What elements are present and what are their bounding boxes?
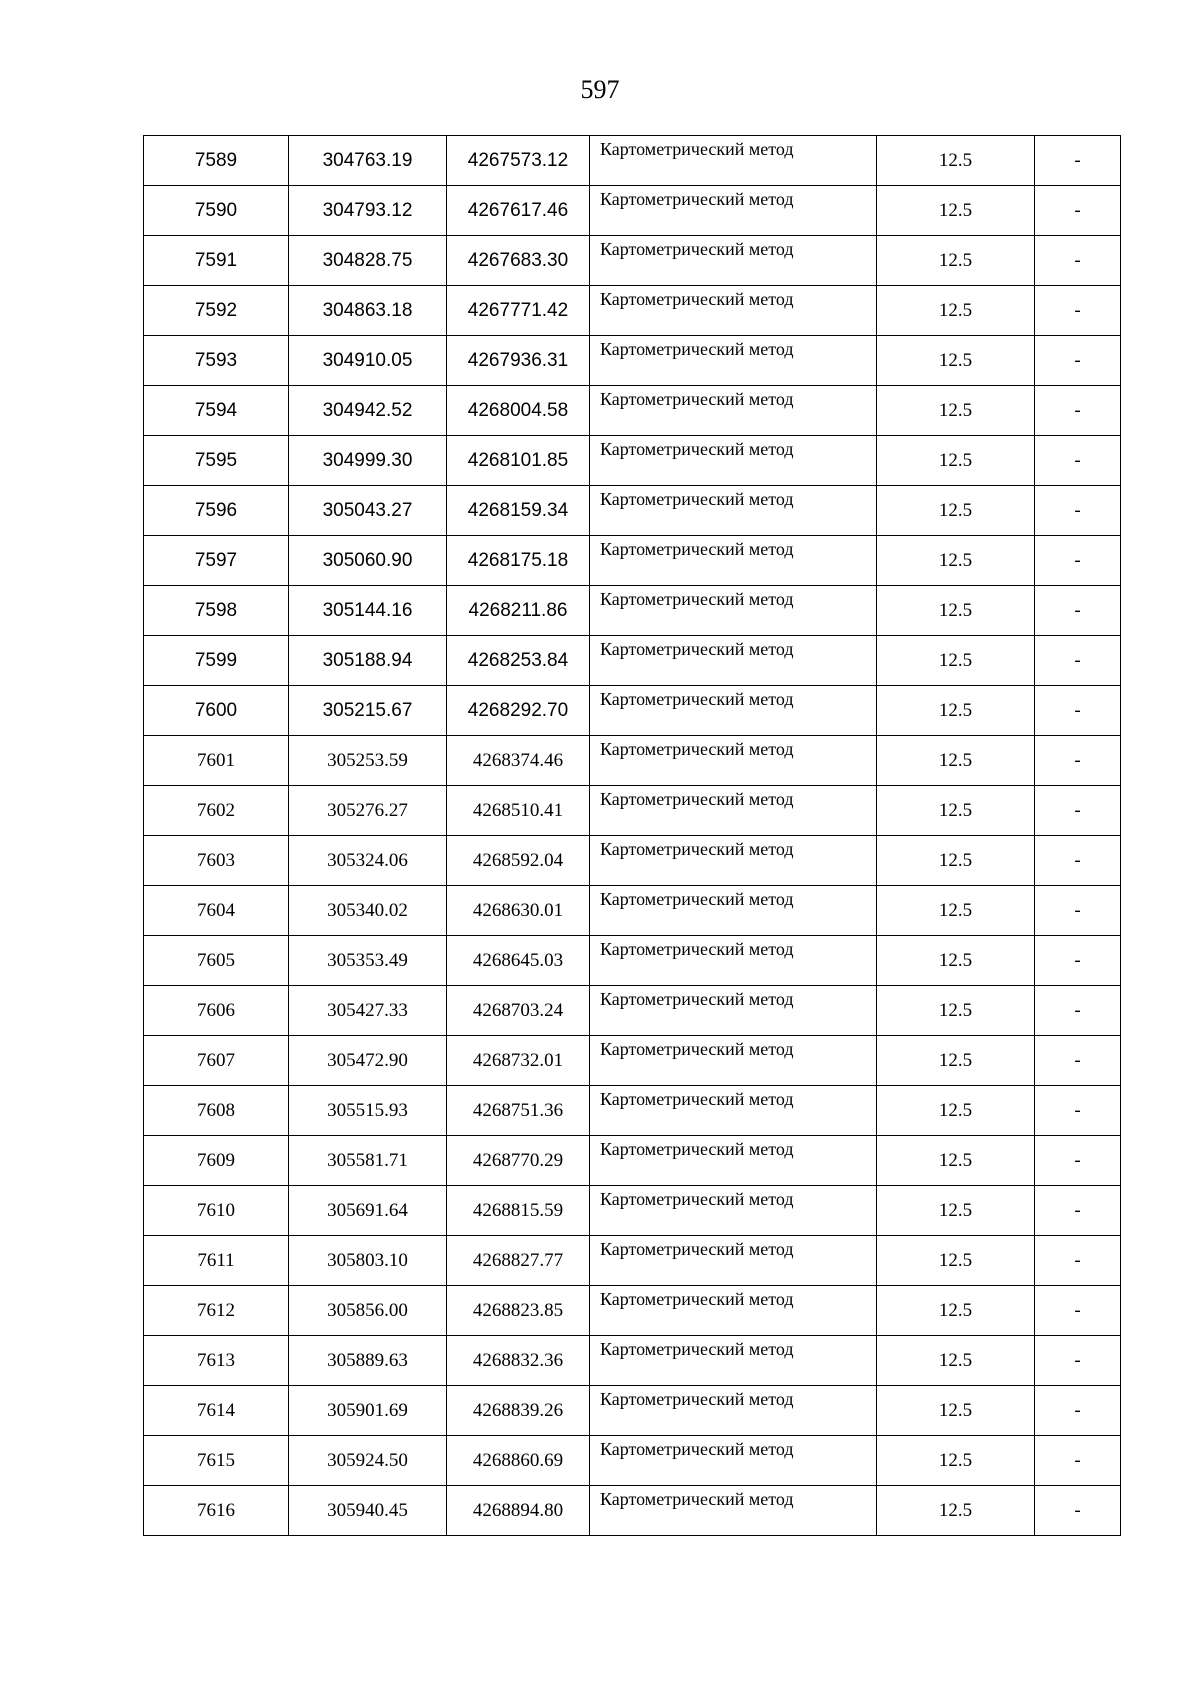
table-row bbox=[144, 1286, 1121, 1336]
accuracy-cell: 12.5 bbox=[877, 1236, 1035, 1286]
x-coordinate-cell: 304999.30 bbox=[289, 436, 447, 486]
accuracy-cell: 12.5 bbox=[877, 1336, 1035, 1386]
point-number-cell: 7610 bbox=[144, 1186, 289, 1236]
y-coordinate-cell: 4268630.01 bbox=[447, 886, 590, 936]
method-cell: Картометрический метод bbox=[590, 186, 877, 236]
method-cell: Картометрический метод bbox=[590, 736, 877, 786]
point-number-cell: 7596 bbox=[144, 486, 289, 536]
note-cell: - bbox=[1035, 736, 1121, 786]
method-cell: Картометрический метод bbox=[590, 286, 877, 336]
method-cell: Картометрический метод bbox=[590, 1386, 877, 1436]
x-coordinate-cell: 304942.52 bbox=[289, 386, 447, 436]
point-number-cell: 7589 bbox=[144, 136, 289, 186]
note-cell: - bbox=[1035, 1086, 1121, 1136]
note-cell: - bbox=[1035, 1336, 1121, 1386]
note-cell: - bbox=[1035, 1236, 1121, 1286]
accuracy-cell: 12.5 bbox=[877, 1436, 1035, 1486]
accuracy-cell: 12.5 bbox=[877, 536, 1035, 586]
x-coordinate-cell: 304910.05 bbox=[289, 336, 447, 386]
x-coordinate-cell: 305856.00 bbox=[289, 1286, 447, 1336]
y-coordinate-cell: 4268211.86 bbox=[447, 586, 590, 636]
note-cell: - bbox=[1035, 1286, 1121, 1336]
accuracy-cell: 12.5 bbox=[877, 736, 1035, 786]
accuracy-cell: 12.5 bbox=[877, 1386, 1035, 1436]
accuracy-cell: 12.5 bbox=[877, 686, 1035, 736]
point-number-cell: 7603 bbox=[144, 836, 289, 886]
accuracy-cell: 12.5 bbox=[877, 236, 1035, 286]
point-number-cell: 7606 bbox=[144, 986, 289, 1036]
y-coordinate-cell: 4267771.42 bbox=[447, 286, 590, 336]
y-coordinate-cell: 4268823.85 bbox=[447, 1286, 590, 1336]
table-row bbox=[144, 436, 1121, 486]
accuracy-cell: 12.5 bbox=[877, 836, 1035, 886]
x-coordinate-cell: 304863.18 bbox=[289, 286, 447, 336]
point-number-cell: 7611 bbox=[144, 1236, 289, 1286]
table-row bbox=[144, 486, 1121, 536]
point-number-cell: 7592 bbox=[144, 286, 289, 336]
note-cell: - bbox=[1035, 1136, 1121, 1186]
table-row bbox=[144, 1136, 1121, 1186]
note-cell: - bbox=[1035, 586, 1121, 636]
y-coordinate-cell: 4267617.46 bbox=[447, 186, 590, 236]
accuracy-cell: 12.5 bbox=[877, 986, 1035, 1036]
y-coordinate-cell: 4268292.70 bbox=[447, 686, 590, 736]
method-cell: Картометрический метод bbox=[590, 386, 877, 436]
y-coordinate-cell: 4268592.04 bbox=[447, 836, 590, 886]
accuracy-cell: 12.5 bbox=[877, 286, 1035, 336]
x-coordinate-cell: 305515.93 bbox=[289, 1086, 447, 1136]
y-coordinate-cell: 4268732.01 bbox=[447, 1036, 590, 1086]
point-number-cell: 7602 bbox=[144, 786, 289, 836]
method-cell: Картометрический метод bbox=[590, 1336, 877, 1386]
y-coordinate-cell: 4268175.18 bbox=[447, 536, 590, 586]
point-number-cell: 7613 bbox=[144, 1336, 289, 1386]
x-coordinate-cell: 304793.12 bbox=[289, 186, 447, 236]
method-cell: Картометрический метод bbox=[590, 1486, 877, 1536]
table-row bbox=[144, 236, 1121, 286]
x-coordinate-cell: 305940.45 bbox=[289, 1486, 447, 1536]
note-cell: - bbox=[1035, 236, 1121, 286]
accuracy-cell: 12.5 bbox=[877, 186, 1035, 236]
table-row bbox=[144, 286, 1121, 336]
table-row bbox=[144, 986, 1121, 1036]
table-row bbox=[144, 836, 1121, 886]
accuracy-cell: 12.5 bbox=[877, 1286, 1035, 1336]
note-cell: - bbox=[1035, 136, 1121, 186]
point-number-cell: 7605 bbox=[144, 936, 289, 986]
table-row bbox=[144, 1486, 1121, 1536]
point-number-cell: 7591 bbox=[144, 236, 289, 286]
table-row bbox=[144, 636, 1121, 686]
method-cell: Картометрический метод bbox=[590, 236, 877, 286]
point-number-cell: 7614 bbox=[144, 1386, 289, 1436]
y-coordinate-cell: 4268751.36 bbox=[447, 1086, 590, 1136]
note-cell: - bbox=[1035, 1486, 1121, 1536]
y-coordinate-cell: 4267936.31 bbox=[447, 336, 590, 386]
table-row bbox=[144, 1436, 1121, 1486]
x-coordinate-cell: 305691.64 bbox=[289, 1186, 447, 1236]
method-cell: Картометрический метод bbox=[590, 636, 877, 686]
point-number-cell: 7609 bbox=[144, 1136, 289, 1186]
y-coordinate-cell: 4268645.03 bbox=[447, 936, 590, 986]
y-coordinate-cell: 4268770.29 bbox=[447, 1136, 590, 1186]
accuracy-cell: 12.5 bbox=[877, 586, 1035, 636]
table-row bbox=[144, 886, 1121, 936]
point-number-cell: 7597 bbox=[144, 536, 289, 586]
table-row bbox=[144, 186, 1121, 236]
note-cell: - bbox=[1035, 1036, 1121, 1086]
method-cell: Картометрический метод bbox=[590, 136, 877, 186]
method-cell: Картометрический метод bbox=[590, 436, 877, 486]
accuracy-cell: 12.5 bbox=[877, 486, 1035, 536]
table-row bbox=[144, 1336, 1121, 1386]
table-row bbox=[144, 136, 1121, 186]
method-cell: Картометрический метод bbox=[590, 1086, 877, 1136]
method-cell: Картометрический метод bbox=[590, 1436, 877, 1486]
note-cell: - bbox=[1035, 1436, 1121, 1486]
point-number-cell: 7604 bbox=[144, 886, 289, 936]
accuracy-cell: 12.5 bbox=[877, 1036, 1035, 1086]
method-cell: Картометрический метод bbox=[590, 936, 877, 986]
x-coordinate-cell: 305253.59 bbox=[289, 736, 447, 786]
x-coordinate-cell: 305472.90 bbox=[289, 1036, 447, 1086]
table-row bbox=[144, 1086, 1121, 1136]
method-cell: Картометрический метод bbox=[590, 486, 877, 536]
x-coordinate-cell: 305144.16 bbox=[289, 586, 447, 636]
y-coordinate-cell: 4268832.36 bbox=[447, 1336, 590, 1386]
table-row bbox=[144, 686, 1121, 736]
method-cell: Картометрический метод bbox=[590, 536, 877, 586]
accuracy-cell: 12.5 bbox=[877, 636, 1035, 686]
x-coordinate-cell: 304828.75 bbox=[289, 236, 447, 286]
table-row bbox=[144, 736, 1121, 786]
point-number-cell: 7595 bbox=[144, 436, 289, 486]
accuracy-cell: 12.5 bbox=[877, 336, 1035, 386]
accuracy-cell: 12.5 bbox=[877, 1086, 1035, 1136]
note-cell: - bbox=[1035, 686, 1121, 736]
point-number-cell: 7608 bbox=[144, 1086, 289, 1136]
point-number-cell: 7590 bbox=[144, 186, 289, 236]
accuracy-cell: 12.5 bbox=[877, 886, 1035, 936]
table-row bbox=[144, 936, 1121, 986]
point-number-cell: 7598 bbox=[144, 586, 289, 636]
note-cell: - bbox=[1035, 536, 1121, 586]
point-number-cell: 7616 bbox=[144, 1486, 289, 1536]
y-coordinate-cell: 4268253.84 bbox=[447, 636, 590, 686]
accuracy-cell: 12.5 bbox=[877, 1136, 1035, 1186]
x-coordinate-cell: 305353.49 bbox=[289, 936, 447, 986]
method-cell: Картометрический метод bbox=[590, 836, 877, 886]
point-number-cell: 7600 bbox=[144, 686, 289, 736]
y-coordinate-cell: 4268004.58 bbox=[447, 386, 590, 436]
page-number: 597 bbox=[580, 75, 620, 104]
x-coordinate-cell: 305803.10 bbox=[289, 1236, 447, 1286]
table-row bbox=[144, 1386, 1121, 1436]
x-coordinate-cell: 304763.19 bbox=[289, 136, 447, 186]
table-row bbox=[144, 1036, 1121, 1086]
table-row bbox=[144, 1236, 1121, 1286]
y-coordinate-cell: 4268703.24 bbox=[447, 986, 590, 1036]
y-coordinate-cell: 4268839.26 bbox=[447, 1386, 590, 1436]
accuracy-cell: 12.5 bbox=[877, 786, 1035, 836]
table-row bbox=[144, 586, 1121, 636]
x-coordinate-cell: 305324.06 bbox=[289, 836, 447, 886]
point-number-cell: 7607 bbox=[144, 1036, 289, 1086]
y-coordinate-cell: 4268815.59 bbox=[447, 1186, 590, 1236]
point-number-cell: 7593 bbox=[144, 336, 289, 386]
point-number-cell: 7601 bbox=[144, 736, 289, 786]
table-row bbox=[144, 786, 1121, 836]
table-row bbox=[144, 386, 1121, 436]
method-cell: Картометрический метод bbox=[590, 886, 877, 936]
note-cell: - bbox=[1035, 886, 1121, 936]
x-coordinate-cell: 305276.27 bbox=[289, 786, 447, 836]
note-cell: - bbox=[1035, 786, 1121, 836]
x-coordinate-cell: 305340.02 bbox=[289, 886, 447, 936]
x-coordinate-cell: 305043.27 bbox=[289, 486, 447, 536]
method-cell: Картометрический метод bbox=[590, 686, 877, 736]
point-number-cell: 7599 bbox=[144, 636, 289, 686]
accuracy-cell: 12.5 bbox=[877, 1486, 1035, 1536]
note-cell: - bbox=[1035, 986, 1121, 1036]
method-cell: Картометрический метод bbox=[590, 1236, 877, 1286]
note-cell: - bbox=[1035, 1186, 1121, 1236]
table-row bbox=[144, 1186, 1121, 1236]
y-coordinate-cell: 4268374.46 bbox=[447, 736, 590, 786]
method-cell: Картометрический метод bbox=[590, 1186, 877, 1236]
accuracy-cell: 12.5 bbox=[877, 1186, 1035, 1236]
note-cell: - bbox=[1035, 636, 1121, 686]
y-coordinate-cell: 4268860.69 bbox=[447, 1436, 590, 1486]
point-number-cell: 7594 bbox=[144, 386, 289, 436]
accuracy-cell: 12.5 bbox=[877, 936, 1035, 986]
note-cell: - bbox=[1035, 336, 1121, 386]
method-cell: Картометрический метод bbox=[590, 786, 877, 836]
point-number-cell: 7615 bbox=[144, 1436, 289, 1486]
method-cell: Картометрический метод bbox=[590, 336, 877, 386]
method-cell: Картометрический метод bbox=[590, 986, 877, 1036]
y-coordinate-cell: 4268894.80 bbox=[447, 1486, 590, 1536]
method-cell: Картометрический метод bbox=[590, 1136, 877, 1186]
method-cell: Картометрический метод bbox=[590, 1286, 877, 1336]
note-cell: - bbox=[1035, 936, 1121, 986]
x-coordinate-cell: 305889.63 bbox=[289, 1336, 447, 1386]
x-coordinate-cell: 305581.71 bbox=[289, 1136, 447, 1186]
method-cell: Картометрический метод bbox=[590, 586, 877, 636]
accuracy-cell: 12.5 bbox=[877, 136, 1035, 186]
accuracy-cell: 12.5 bbox=[877, 436, 1035, 486]
note-cell: - bbox=[1035, 1386, 1121, 1436]
method-cell: Картометрический метод bbox=[590, 1036, 877, 1086]
y-coordinate-cell: 4267573.12 bbox=[447, 136, 590, 186]
point-number-cell: 7612 bbox=[144, 1286, 289, 1336]
y-coordinate-cell: 4268510.41 bbox=[447, 786, 590, 836]
note-cell: - bbox=[1035, 486, 1121, 536]
note-cell: - bbox=[1035, 386, 1121, 436]
x-coordinate-cell: 305188.94 bbox=[289, 636, 447, 686]
y-coordinate-cell: 4267683.30 bbox=[447, 236, 590, 286]
x-coordinate-cell: 305060.90 bbox=[289, 536, 447, 586]
y-coordinate-cell: 4268827.77 bbox=[447, 1236, 590, 1286]
table-row bbox=[144, 536, 1121, 586]
note-cell: - bbox=[1035, 186, 1121, 236]
x-coordinate-cell: 305427.33 bbox=[289, 986, 447, 1036]
accuracy-cell: 12.5 bbox=[877, 386, 1035, 436]
note-cell: - bbox=[1035, 836, 1121, 886]
y-coordinate-cell: 4268159.34 bbox=[447, 486, 590, 536]
coordinates-table bbox=[143, 135, 1121, 1536]
x-coordinate-cell: 305924.50 bbox=[289, 1436, 447, 1486]
y-coordinate-cell: 4268101.85 bbox=[447, 436, 590, 486]
coordinates-table-body bbox=[144, 136, 1121, 1536]
x-coordinate-cell: 305215.67 bbox=[289, 686, 447, 736]
x-coordinate-cell: 305901.69 bbox=[289, 1386, 447, 1436]
note-cell: - bbox=[1035, 286, 1121, 336]
note-cell: - bbox=[1035, 436, 1121, 486]
table-row bbox=[144, 336, 1121, 386]
